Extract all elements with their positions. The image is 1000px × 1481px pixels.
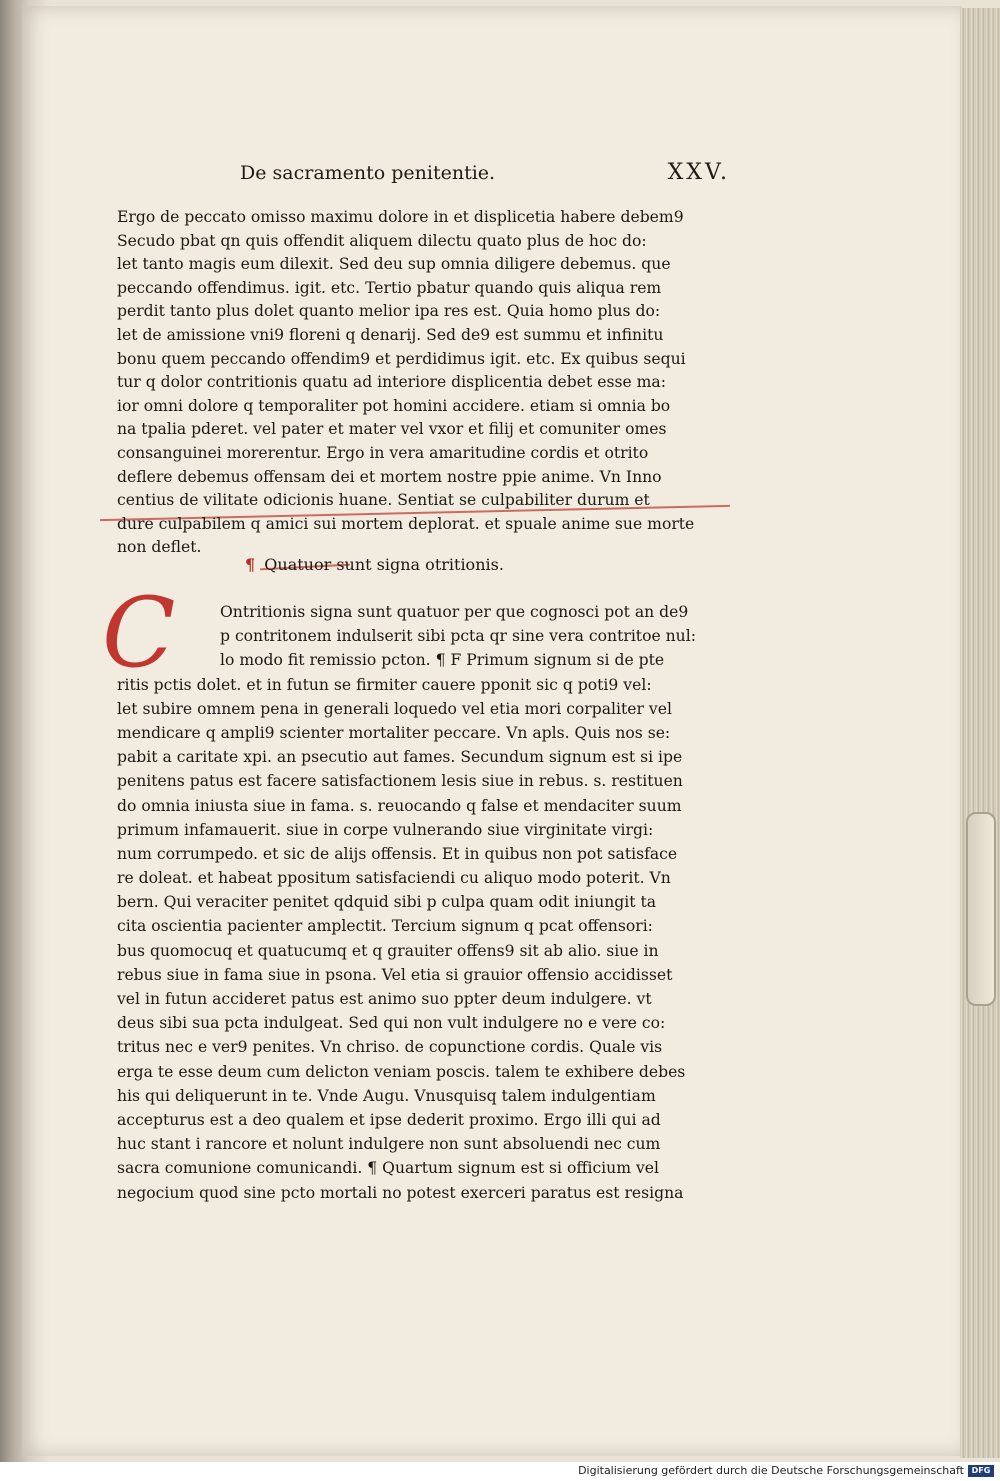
text-line: accepturus est a deo qualem et ipse dederit proximo. Ergo illi qui ad (117, 1110, 661, 1129)
paragraph-signs-of-contrition (117, 600, 733, 1205)
text-line: bern. Qui veraciter penitet qdquid sibi p culpa quam odit iniungit ta (117, 893, 657, 912)
text-line: do omnia iniusta siue in fama. s. reuocando q false et mendaciter suum (117, 796, 682, 815)
text-line: deflere debemus offensam dei et mortem nostre ppie anime. Vn Inno (117, 467, 662, 486)
text-line: his qui deliquerunt in te. Vnde Augu. Vnusquisq talem indulgentiam (117, 1086, 656, 1105)
text-line: Secudo pbat qn quis offendit aliquem dilectu quato plus de hoc do: (117, 231, 647, 250)
text-line: lo modo fit remissio pcton. ¶ F Primum signum si de pte (220, 651, 665, 670)
section-heading-text: Quatuor sunt signa otritionis. (264, 555, 504, 574)
text-line: dure culpabilem q amici sui mortem deplorat. et spuale anime sue morte (117, 514, 695, 533)
decorated-initial: C (102, 577, 176, 689)
text-line: non deflet. (117, 538, 202, 557)
text-line: perdit tanto plus dolet quanto melior ipa res est. Quia homo plus do: (117, 302, 661, 321)
text-line: penitens patus est facere satisfactionem lesis siue in rebus. s. restituen (117, 772, 683, 791)
text-line: centius de vilitate odicionis huane. Sentiat se culpabiliter durum et (117, 491, 650, 510)
page-fore-edge (960, 8, 1000, 1458)
dfg-logo: DFG (968, 1465, 994, 1477)
text-line: let de amissione vni9 floreni q denarij. Sed de9 est summu et infinitu (117, 325, 664, 344)
text-line: tritus nec e ver9 penites. Vn chriso. de copunctione cordis. Quale vis (117, 1038, 663, 1057)
section-heading (245, 555, 504, 574)
text-line: re doleat. et habeat ppositum satisfaciendi cu aliquo modo poterit. Vn (117, 869, 671, 888)
running-head (240, 160, 730, 188)
text-line: consanguinei morerentur. Ergo in vera amaritudine cordis et otrito (117, 443, 649, 462)
text-line: negocium quod sine pcto mortali no potest exerceri paratus est resigna (117, 1183, 684, 1202)
text-line: Ergo de peccato omisso maximu dolore in et displicetia habere debem9 (117, 208, 684, 226)
text-line: bonu quem peccando offendim9 et perdidimus igit. etc. Ex quibus sequi (117, 349, 686, 368)
text-line: erga te esse deum cum delicton veniam poscis. talem te exhibere debes (117, 1062, 686, 1081)
text-line: vel in futun accideret patus est animo suo ppter deum indulgere. vt (117, 990, 652, 1008)
text-line: na tpalia pderet. vel pater et mater vel vxor et filij et comuniter omes (117, 420, 667, 439)
text-line: bus quomocuq et quatucumq et q grauiter offens9 sit ab alio. siue in (117, 941, 659, 960)
text-line: tur q dolor contritionis quatu ad interiore displicentia debet esse ma: (117, 373, 666, 392)
text-line: ritis pctis dolet. et in futun se firmiter cauere pponit sic q poti9 vel: (117, 675, 652, 694)
text-line: mendicare q ampli9 scienter mortaliter peccare. Vn apls. Quis nos se: (117, 723, 671, 742)
running-title: De sacramento penitentie. (240, 162, 496, 184)
pilcrow-mark: ¶ (245, 555, 256, 574)
text-line: num corrumpedo. et sic de alijs offensis. Et in quibus non pot satisface (117, 844, 678, 863)
text-line: pabit a caritate xpi. an psecutio aut fames. Secundum signum est si ipe (117, 748, 683, 767)
text-line: huc stant i rancore et nolunt indulgere non sunt absoluendi nec cum (117, 1135, 661, 1154)
funding-credit: Digitalisierung gefördert durch die Deutsche Forschungsgemeinschaft (578, 1464, 964, 1477)
text-line: primum infamauerit. siue in corpe vulnerando siue virginitate virgi: (117, 820, 654, 839)
book-clip (966, 812, 996, 1006)
text-line: ior omni dolore q temporaliter pot homini accidere. etiam si omnia bo (117, 396, 671, 415)
folio-number: XXV. (667, 160, 730, 185)
text-line: p contritonem indulserit sibi pcta qr sine vera contritoe nul: (220, 627, 696, 646)
text-line: deus sibi sua pcta indulgeat. Sed qui non vult indulgere no e vere co: (117, 1014, 666, 1033)
text-line: let subire omnem pena in generali loquedo vel etia mori corpaliter vel (117, 699, 672, 718)
text-line: peccando offendimus. igit. etc. Tertio pbatur quando quis aliqua rem (117, 278, 662, 297)
text-line: Ontritionis signa sunt quatuor per que cognosci pot an de9 (220, 603, 689, 621)
paragraph-contrition-sorrow (117, 206, 733, 560)
text-line: sacra comunione comunicandi. ¶ Quartum signum est si officium vel (117, 1159, 659, 1178)
text-line: let tanto magis eum dilexit. Sed deu sup omnia diligere debemus. que (117, 255, 671, 274)
text-line: rebus siue in fama siue in psona. Vel etia si grauior offensio accidisset (117, 965, 673, 984)
text-line: cita oscientia pacienter amplectit. Tercium signum q pcat offensori: (117, 917, 653, 936)
footer-bar (0, 1462, 1000, 1481)
